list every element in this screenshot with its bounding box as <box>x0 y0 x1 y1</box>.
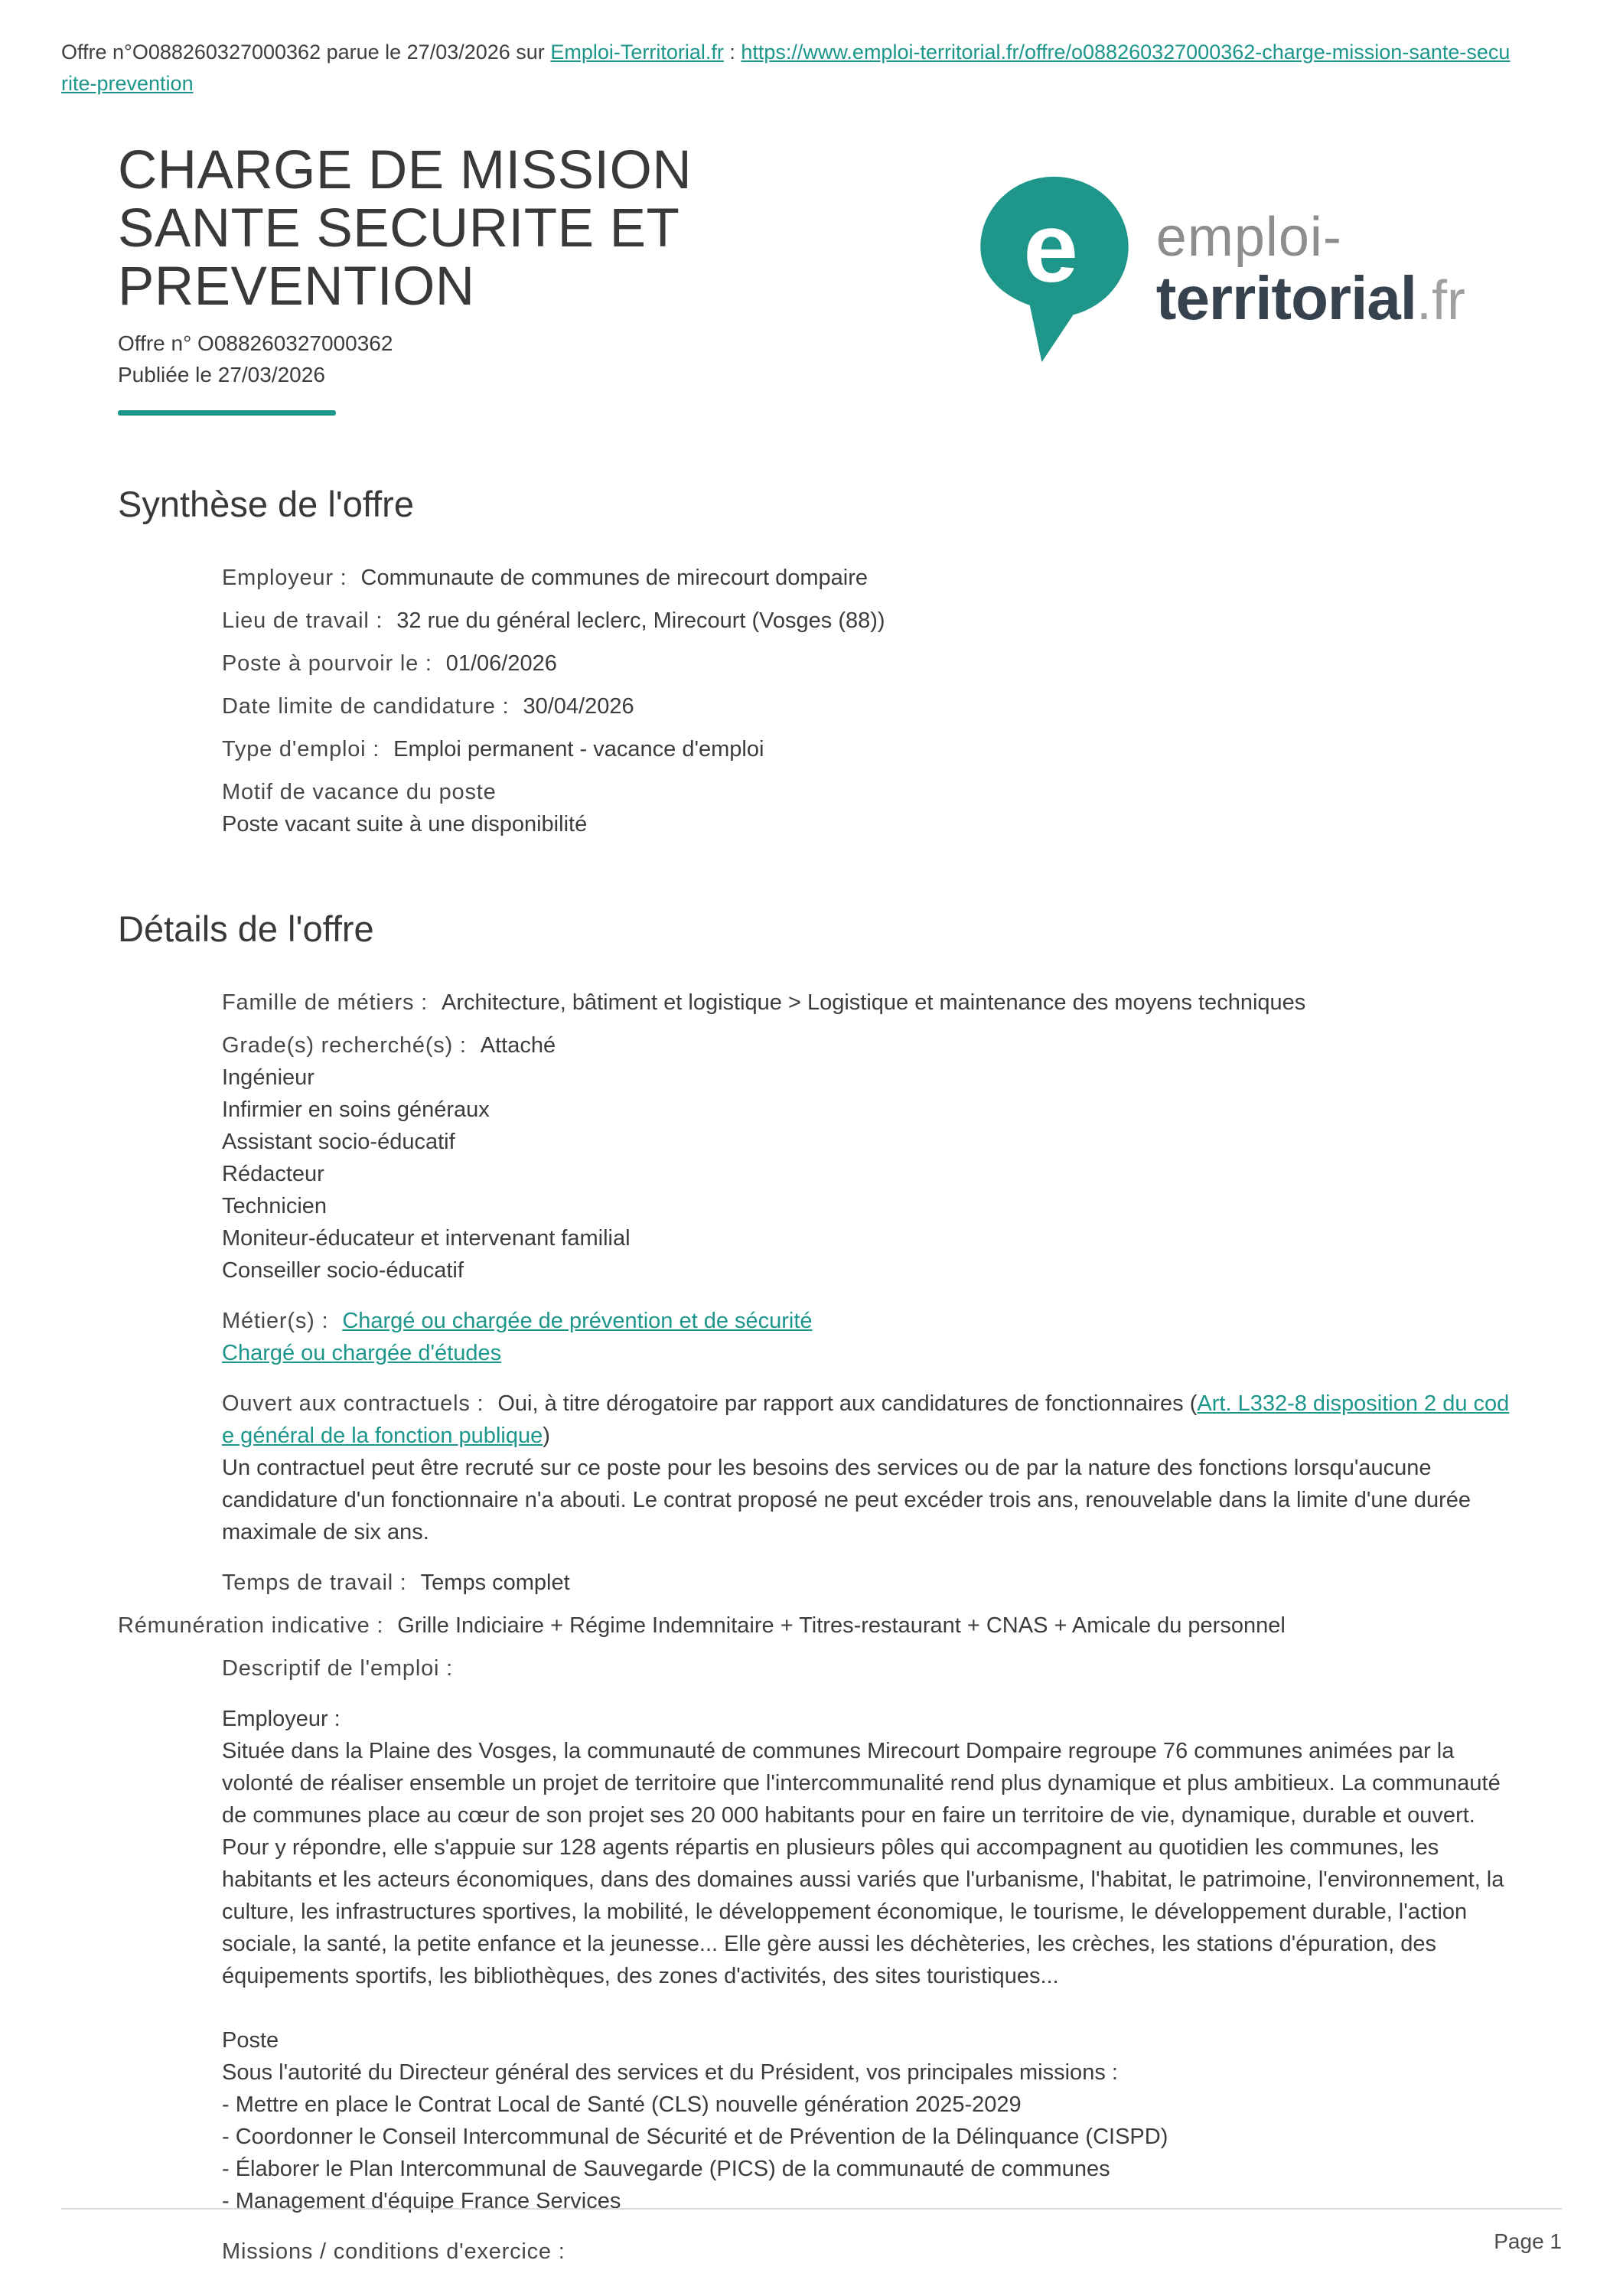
grade-item: Rédacteur <box>222 1161 324 1186</box>
grade-item: Attaché <box>480 1032 556 1058</box>
poste-item: - Élaborer le Plan Intercommunal de Sauvegarde (PICS) de la communauté de communes <box>222 2156 1110 2181</box>
field-label: Grade(s) recherché(s) : <box>222 1032 467 1058</box>
poste-item: - Coordonner le Conseil Intercommunal de Sécurité et de Prévention de la Délinquance (CISPD) <box>222 2124 1168 2149</box>
contractuels-paragraph: Un contractuel peut être recruté sur ce poste pour les besoins des services ou de par la nature des fonctions lorsqu'aucune candidature d'un fonctionnaire n'a abouti. Le contrat proposé ne peut excéder trois ans, renouvelable dans la limite d'une durée maximale de six ans. <box>222 1455 1471 1544</box>
offer-url-link[interactable]: https://www.emploi-territorial.fr/offre/o088260327000362-charge-mission-sante-securite-prevention <box>61 41 1511 95</box>
section-details-heading: Détails de l'offre <box>118 908 374 949</box>
field-label: Métier(s) : <box>222 1308 329 1333</box>
grade-item: Ingénieur <box>222 1065 314 1090</box>
employeur-paragraph-1: Située dans la Plaine des Vosges, la communauté de communes Mirecourt Dompaire regroupe 76 communes animées par la volonté de réaliser ensemble un projet de territoire que l'intercommunalité rend plus dynamique et plus ambitieux. La communauté de communes place au cœur de son projet ses 20 000 habitants pour en faire un territoire de vie, dynamique, durable et ouvert. <box>222 1738 1501 1828</box>
field-type-emploi <box>222 733 1511 765</box>
metier-link-etudes[interactable]: Chargé ou chargée d'études <box>222 1340 502 1365</box>
field-motif-vacance-value <box>222 808 1511 840</box>
field-label: Motif de vacance du poste <box>222 779 497 804</box>
contractuels-text: Oui, à titre dérogatoire par rapport aux candidatures de fonctionnaires ( <box>497 1391 1198 1416</box>
logo-wordmark <box>1155 207 1465 332</box>
field-remuneration <box>118 1609 1511 1642</box>
poste-item: - Mettre en place le Contrat Local de Santé (CLS) nouvelle génération 2025-2029 <box>222 2092 1022 2117</box>
employeur-paragraph-2: Pour y répondre, elle s'appuie sur 128 agents répartis en plusieurs pôles qui accompagnent au quotidien les communes, les habitants et les acteurs économiques, dans des domaines aussi variés que l'urbanisme, l'habitat, le patrimoine, l'environnement, la culture, les infrastructures sportives, la mobilité, le développement économique, le tourisme, le développement durable, l'action sociale, la santé, la petite enfance et la jeunesse... Elle gère aussi les déchèteries, les crèches, les stations d'épuration, des équipements sportifs, les bibliothèques, des zones d'activités, des sites touristiques... <box>222 1835 1504 1988</box>
field-value: Grille Indiciaire + Régime Indemnitaire + Titres-restaurant + CNAS + Amicale du personnel <box>397 1613 1286 1638</box>
emploi-territorial-logo <box>974 174 1465 365</box>
pin-letter: e <box>1023 192 1078 303</box>
field-value: Emploi permanent - vacance d'emploi <box>393 736 764 762</box>
synthese-fields <box>222 562 1511 840</box>
field-label: Descriptif de l'emploi : <box>222 1655 453 1681</box>
grade-item: Infirmier en soins généraux <box>222 1097 490 1122</box>
field-value: 01/06/2026 <box>445 651 557 676</box>
metier-link-etudes-row <box>222 1337 1511 1369</box>
field-label: Type d'emploi : <box>222 736 380 762</box>
header <box>118 142 1511 416</box>
grade-item: Assistant socio-éducatif <box>222 1129 455 1154</box>
section-synthese-heading: Synthèse de l'offre <box>118 483 414 524</box>
logo-territorial: territorial <box>1155 264 1417 332</box>
field-value: Architecture, bâtiment et logistique > Logistique et maintenance des moyens techniques <box>442 990 1306 1015</box>
field-value: Communaute de communes de mirecourt dompaire <box>360 565 868 590</box>
grade-item: Technicien <box>222 1193 328 1218</box>
details-fields <box>222 987 1511 1599</box>
field-grades <box>222 1029 1511 1062</box>
poste-heading: Poste <box>222 2027 279 2053</box>
logo-emploi: emploi- <box>1155 207 1342 268</box>
field-label: Employeur : <box>222 565 347 590</box>
map-pin-icon <box>974 174 1135 365</box>
offer-meta-prefix: Offre n°O088260327000362 parue le 27/03/2026 sur <box>61 41 551 64</box>
contractuels-text-suffix: ) <box>543 1423 550 1448</box>
header-left <box>118 142 837 416</box>
field-metiers <box>222 1305 1511 1337</box>
accent-divider <box>118 410 336 416</box>
field-label: Rémunération indicative : <box>118 1613 384 1638</box>
field-date-limite <box>222 690 1511 722</box>
footer-divider <box>61 2208 1562 2210</box>
field-poste-a-pourvoir <box>222 647 1511 680</box>
page-number: Page 1 <box>1494 2229 1562 2253</box>
blank-line <box>222 1992 1511 2024</box>
field-label: Ouvert aux contractuels : <box>222 1391 484 1416</box>
field-label: Missions / conditions d'exercice : <box>222 2239 565 2264</box>
metier-link-prevention-securite[interactable]: Chargé ou chargée de prévention et de sécurité <box>342 1308 813 1333</box>
field-label: Poste à pourvoir le : <box>222 651 432 676</box>
field-lieu-travail <box>222 605 1511 637</box>
field-temps-travail <box>222 1567 1511 1599</box>
field-famille-metiers <box>222 987 1511 1019</box>
grade-item: Moniteur-éducateur et intervenant familial <box>222 1225 631 1251</box>
art-l332-8-link[interactable]: Art. L332-8 disposition 2 du code général de la fonction publique <box>222 1391 1510 1448</box>
poste-item: - Management d'équipe France Services <box>222 2188 621 2213</box>
field-label: Lieu de travail : <box>222 608 383 633</box>
field-motif-vacance-label <box>222 776 1511 808</box>
published-date: Publiée le 27/03/2026 <box>118 362 325 386</box>
offer-meta-separator: : <box>723 41 741 64</box>
field-value: 32 rue du général leclerc, Mirecourt (Vosges (88)) <box>396 608 885 633</box>
field-value: Poste vacant suite à une disponibilité <box>222 811 588 837</box>
field-employeur <box>222 562 1511 594</box>
field-descriptif-label <box>222 1652 1511 1684</box>
offer-number: Offre n° O088260327000362 <box>118 331 393 355</box>
field-label: Temps de travail : <box>222 1570 407 1595</box>
employeur-heading: Employeur : <box>222 1706 341 1731</box>
grade-item: Conseiller socio-éducatif <box>222 1257 464 1283</box>
page-title: CHARGE DE MISSION SANTE SECURITE ET PREVENTION <box>118 140 693 317</box>
field-ouvert-contractuels <box>222 1388 1511 1548</box>
field-value: Temps complet <box>420 1570 570 1595</box>
field-value: 30/04/2026 <box>523 693 634 719</box>
logo-fr: .fr <box>1416 270 1465 331</box>
emploi-territorial-site-link[interactable]: Emploi-Territorial.fr <box>550 41 724 64</box>
offer-meta-line <box>61 37 1515 99</box>
field-label: Date limite de candidature : <box>222 693 510 719</box>
footer <box>61 2208 1562 2254</box>
poste-intro: Sous l'autorité du Directeur général des services et du Président, vos principales missions : <box>222 2060 1118 2085</box>
field-label: Famille de métiers : <box>222 990 429 1015</box>
